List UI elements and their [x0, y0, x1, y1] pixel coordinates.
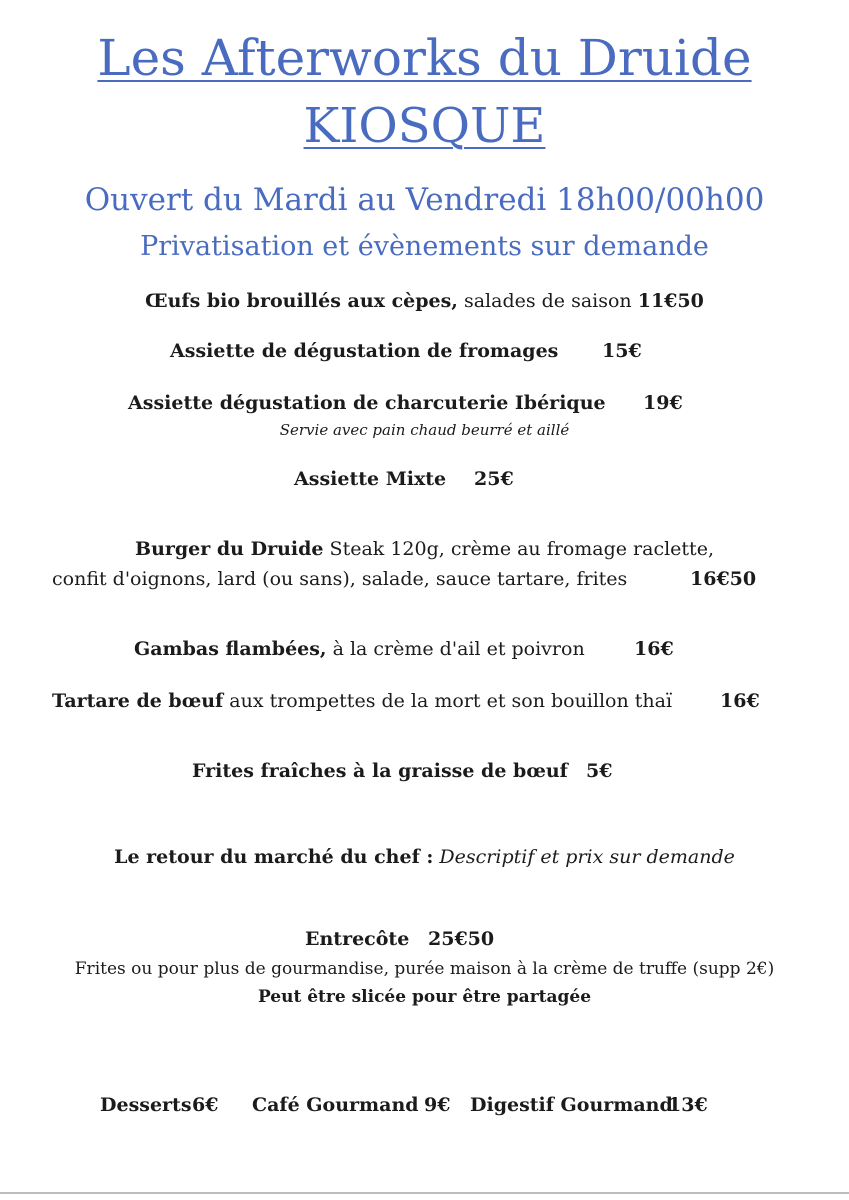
digestif-price: 13€ — [668, 1094, 708, 1116]
page-subtitle — [0, 96, 849, 156]
item-price: 11€50 — [637, 290, 704, 312]
item-desc-line2: confit d'oignons, lard (ou sans), salade, sauce tartare, frites — [52, 568, 628, 590]
desserts-price: 6€ — [192, 1094, 219, 1116]
menu-item-oeufs — [0, 288, 849, 314]
cafe-name: Café Gourmand — [252, 1094, 419, 1116]
page-subtitle-text: KIOSQUE — [303, 98, 546, 154]
item-name: Entrecôte — [305, 928, 410, 950]
item-name: Burger du Druide — [135, 538, 324, 560]
item-price: 25€ — [474, 468, 514, 490]
cafe-price: 9€ — [424, 1094, 451, 1116]
page-title — [0, 28, 849, 88]
scan-edge-divider — [0, 1192, 849, 1194]
item-price: 16€ — [720, 690, 760, 712]
digestif-name: Digestif Gourmand — [470, 1094, 673, 1116]
item-desc-line1: Steak 120g, crème au fromage raclette, — [323, 538, 714, 560]
item-price: 25€50 — [428, 928, 495, 950]
item-name: Assiette de dégustation de fromages — [170, 340, 559, 362]
item-name: Assiette Mixte — [294, 468, 447, 490]
item-name: Le retour du marché du chef : — [114, 846, 434, 868]
item-name: Tartare de bœuf — [52, 690, 224, 712]
item-price: 5€ — [586, 760, 613, 782]
item-desc: Descriptif et prix sur demande — [433, 846, 735, 868]
item-desc: Frites ou pour plus de gourmandise, purée maison à la crème de truffe (supp 2€) — [74, 959, 775, 979]
item-name: Frites fraîches à la graisse de bœuf — [192, 760, 568, 782]
item-name: Œufs bio brouillés aux cèpes, — [145, 290, 458, 312]
item-name: Gambas flambées, — [134, 638, 327, 660]
item-note: Servie avec pain chaud beurré et aillé — [279, 421, 570, 439]
item-price: 15€ — [602, 340, 642, 362]
item-price: 16€ — [634, 638, 674, 660]
desserts-name: Desserts — [100, 1094, 192, 1116]
item-desc: salades de saison — [457, 290, 638, 312]
item-price: 19€ — [643, 392, 683, 414]
item-name: Assiette dégustation de charcuterie Ibérique — [128, 392, 606, 414]
item-price: 16€50 — [690, 568, 757, 590]
opening-hours: Ouvert du Mardi au Vendredi 18h00/00h00 — [84, 182, 765, 218]
private-events: Privatisation et évènements sur demande — [140, 231, 709, 262]
page-title-text: Les Afterworks du Druide — [97, 29, 752, 87]
item-desc: aux trompettes de la mort et son bouillon thaï — [223, 690, 673, 712]
item-desc: à la crème d'ail et poivron — [326, 638, 585, 660]
menu-item-burger — [0, 536, 849, 562]
item-note: Peut être slicée pour être partagée — [257, 987, 592, 1007]
menu-item-marche — [0, 844, 849, 870]
